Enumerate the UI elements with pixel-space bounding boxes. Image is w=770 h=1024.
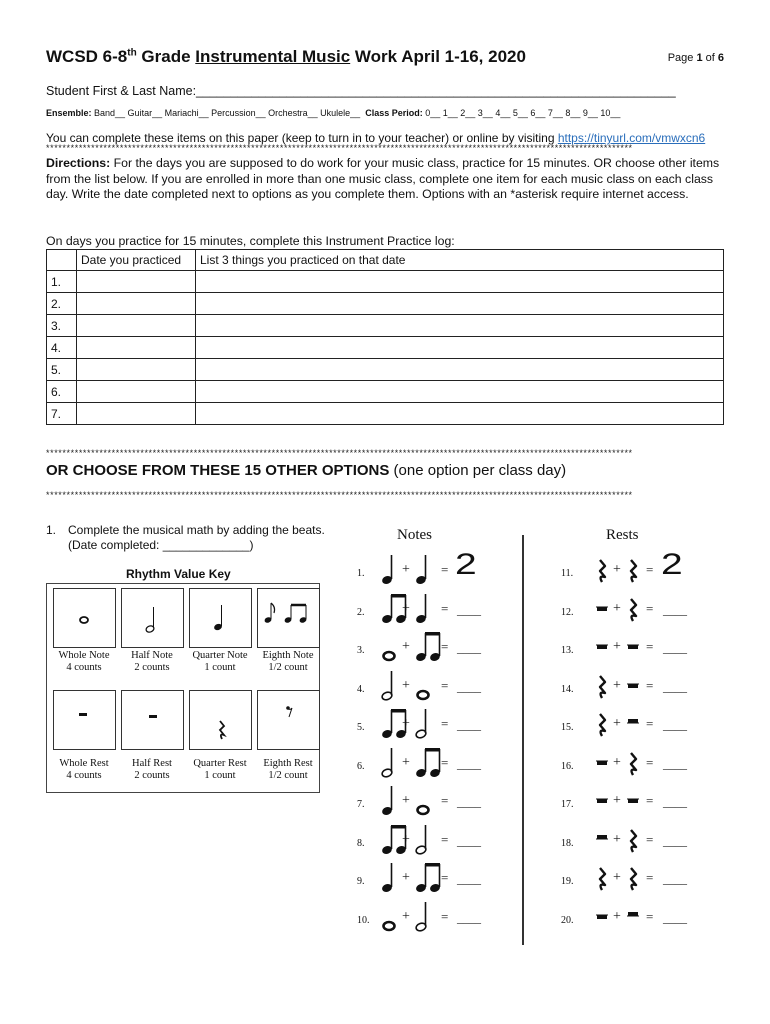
equals-sign: = xyxy=(441,639,449,654)
log-row xyxy=(47,271,724,293)
key-label: Whole Note 4 counts xyxy=(58,650,110,673)
key-label: Eighth Note 1/2 count xyxy=(262,650,314,673)
plus-sign: + xyxy=(402,870,410,885)
problem-number: 7. xyxy=(357,799,365,810)
whole-rest-icon xyxy=(626,783,640,822)
practice-log-intro: On days you practice for 15 minutes, complete this Instrument Practice log: xyxy=(46,234,455,248)
problem-number: 8. xyxy=(357,837,365,849)
equals-sign: = xyxy=(646,908,654,924)
answer-blank[interactable]: ____ xyxy=(457,641,481,655)
log-row-number: 6. xyxy=(47,381,77,403)
log-date-cell[interactable] xyxy=(77,337,196,359)
quarter-rest-icon xyxy=(595,668,609,707)
date-completed-field[interactable]: (Date completed: _____________) xyxy=(68,538,254,552)
plus-sign: + xyxy=(402,716,410,731)
quarter-rest-icon xyxy=(626,552,640,591)
equals-sign: = xyxy=(646,639,654,654)
whole-rest-icon xyxy=(595,899,609,938)
notes-column-title: Notes xyxy=(397,527,432,543)
plus-sign: + xyxy=(402,908,410,924)
problem-number: 16. xyxy=(561,760,574,772)
problem-number: 14. xyxy=(561,683,574,695)
tinyurl-link[interactable]: https://tinyurl.com/vmwxcn6 xyxy=(557,131,706,145)
half-note-icon xyxy=(415,822,431,861)
key-label: Quarter Note 1 count xyxy=(192,650,248,673)
log-row-number: 5. xyxy=(47,359,77,381)
answer-blank[interactable]: ____ xyxy=(663,718,687,732)
log-row xyxy=(47,403,724,425)
log-things-cell[interactable] xyxy=(196,381,724,403)
problem-number: 5. xyxy=(357,722,365,733)
plus-sign: + xyxy=(613,870,621,885)
equals-sign: = xyxy=(441,831,449,847)
answer-blank[interactable]: ____ xyxy=(663,679,687,694)
equals-sign: = xyxy=(441,562,449,577)
ensemble-line[interactable]: Ensemble: Band__ Guitar__ Mariachi__ Percussion__ Orchestra__ Ukulele__ Class Period: 0__ 1__ 2__ 3__ 4__ 5__ 6__ 7__ 8__ 9__ 10__ xyxy=(46,108,621,118)
plus-sign: + xyxy=(402,754,410,770)
answer-blank[interactable]: ____ xyxy=(663,795,687,809)
quarter-rest-icon xyxy=(626,591,640,630)
math-problem xyxy=(357,903,547,933)
half-rest-icon xyxy=(626,899,640,938)
log-things-cell[interactable] xyxy=(196,337,724,359)
plus-sign: + xyxy=(613,677,621,693)
log-row-number: 2. xyxy=(47,293,77,315)
online-instructions: You can complete these items on this paper (keep to turn in to your teacher) or online by visiting https://tinyurl.com/vmwxcn6 xyxy=(46,131,706,145)
quarter-note-icon xyxy=(189,588,252,648)
answer-blank[interactable]: ____ xyxy=(457,872,481,886)
whole-note-icon xyxy=(381,899,397,938)
whole-rest-icon xyxy=(626,629,640,668)
star-divider: *********************************************************************************************************************************************** xyxy=(46,448,633,458)
math-problem xyxy=(561,749,751,779)
answer-blank[interactable]: ____ xyxy=(457,756,481,771)
log-date-cell[interactable] xyxy=(77,381,196,403)
math-problem xyxy=(561,633,751,663)
half-note-icon xyxy=(415,899,431,938)
key-label: Whole Rest 4 counts xyxy=(59,758,109,781)
answer-blank[interactable]: ____ xyxy=(663,641,687,655)
math-problem xyxy=(357,672,547,702)
whole-rest-icon xyxy=(595,591,609,630)
key-label: Quarter Rest 1 count xyxy=(193,758,247,781)
page-number: Page 1 of 6 xyxy=(667,52,724,64)
equals-sign: = xyxy=(646,754,654,770)
plus-sign: + xyxy=(613,600,621,616)
eighth-rest-icon xyxy=(257,690,320,750)
half-note-icon xyxy=(381,668,397,707)
quarter-note-icon xyxy=(381,783,397,822)
problem-number: 2. xyxy=(357,606,365,618)
answer-blank[interactable]: ____ xyxy=(457,910,481,925)
item-1: 1. Complete the musical math by adding the beats. (Date completed: _____________) xyxy=(46,523,325,552)
answer-blank[interactable]: ____ xyxy=(663,910,687,925)
plus-sign: + xyxy=(402,831,410,847)
rhythm-key xyxy=(46,583,320,793)
options-header: OR CHOOSE FROM THESE 15 OTHER OPTIONS (one option per class day) xyxy=(46,462,567,479)
math-problem xyxy=(561,864,751,894)
page-title: WCSD 6-8th Grade Instrumental Music Work April 1-16, 2020 xyxy=(46,47,526,66)
whole-rest-icon xyxy=(595,783,609,822)
log-date-cell[interactable] xyxy=(77,403,196,425)
whole-note-icon xyxy=(415,783,431,822)
answer-blank[interactable]: ____ xyxy=(663,602,687,617)
answer-blank[interactable]: ____ xyxy=(457,679,481,694)
math-problem xyxy=(561,826,751,856)
key-label: Half Rest 2 counts xyxy=(132,758,172,781)
plus-sign: + xyxy=(613,831,621,847)
problem-number: 17. xyxy=(561,799,574,810)
log-date-cell[interactable] xyxy=(77,315,196,337)
quarter-rest-icon xyxy=(595,860,609,899)
half-note-icon xyxy=(381,745,397,784)
problem-number: 12. xyxy=(561,606,574,618)
math-problem xyxy=(357,633,547,663)
math-problem xyxy=(561,903,751,933)
quarter-rest-icon xyxy=(595,552,609,591)
log-row xyxy=(47,381,724,403)
math-problem xyxy=(561,548,751,586)
math-problem xyxy=(357,749,547,779)
answer-blank[interactable]: ____ xyxy=(457,602,481,617)
whole-note-icon xyxy=(415,668,431,707)
problem-number: 20. xyxy=(561,914,574,926)
quarter-note-icon xyxy=(381,860,397,899)
student-name-field[interactable]: Student First & Last Name:_____________________________________________________________________ xyxy=(46,84,676,98)
plus-sign: + xyxy=(402,562,410,577)
problem-number: 1. xyxy=(357,568,365,579)
half-rest-icon xyxy=(595,822,609,861)
math-problem xyxy=(357,595,547,625)
problem-number: 4. xyxy=(357,683,365,695)
plus-sign: + xyxy=(613,716,621,731)
quarter-rest-icon xyxy=(189,690,252,750)
quarter-rest-icon xyxy=(595,706,609,745)
star-divider: *********************************************************************************************************************************************** xyxy=(46,143,633,153)
plus-sign: + xyxy=(613,754,621,770)
directions: Directions: For the days you are supposed to do work for your music class, practice for 15 minutes. OR choose other items from the list below. If you are enrolled in more than one music class, complete one item for each music class on each class day. Write the date completed next to options as you complete them. Options with an *asterisk require internet access. xyxy=(46,156,720,201)
log-things-cell[interactable] xyxy=(196,315,724,337)
problem-number: 13. xyxy=(561,645,574,656)
math-problem xyxy=(357,864,547,894)
problem-number: 18. xyxy=(561,837,574,849)
whole-rest-icon xyxy=(595,629,609,668)
equals-sign: = xyxy=(441,793,449,808)
equals-sign: = xyxy=(646,716,654,731)
equals-sign: = xyxy=(441,716,449,731)
handwritten-answer[interactable]: 2 xyxy=(661,548,683,581)
equals-sign: = xyxy=(646,677,654,693)
answer-blank[interactable]: ____ xyxy=(457,718,481,732)
quarter-rest-icon xyxy=(626,822,640,861)
math-problem xyxy=(561,710,751,740)
equals-sign: = xyxy=(646,600,654,616)
key-label: Half Note 2 counts xyxy=(131,650,173,673)
log-row xyxy=(47,337,724,359)
equals-sign: = xyxy=(646,870,654,885)
key-label: Eighth Rest 1/2 count xyxy=(263,758,313,781)
plus-sign: + xyxy=(613,562,621,577)
equals-sign: = xyxy=(646,793,654,808)
half-note-icon xyxy=(415,706,431,745)
log-row xyxy=(47,359,724,381)
log-date-cell[interactable] xyxy=(77,359,196,381)
problem-number: 6. xyxy=(357,760,365,772)
math-problem xyxy=(561,672,751,702)
quarter-rest-icon xyxy=(626,860,640,899)
log-row-number: 4. xyxy=(47,337,77,359)
whole-rest-icon xyxy=(595,745,609,784)
math-problem xyxy=(357,787,547,817)
star-divider: *********************************************************************************************************************************************** xyxy=(46,490,633,500)
quarter-note-icon xyxy=(415,552,431,591)
equals-sign: = xyxy=(441,600,449,616)
equals-sign: = xyxy=(441,870,449,885)
half-rest-icon xyxy=(626,706,640,745)
problem-number: 19. xyxy=(561,876,574,887)
problem-number: 10. xyxy=(357,914,370,926)
problem-number: 9. xyxy=(357,876,365,887)
equals-sign: = xyxy=(646,562,654,577)
equals-sign: = xyxy=(441,754,449,770)
log-row xyxy=(47,293,724,315)
eighth-note-icon xyxy=(257,588,320,648)
equals-sign: = xyxy=(646,831,654,847)
plus-sign: + xyxy=(613,908,621,924)
whole-note-icon xyxy=(53,588,116,648)
answer-blank[interactable]: ____ xyxy=(457,795,481,809)
equals-sign: = xyxy=(441,677,449,693)
plus-sign: + xyxy=(613,639,621,654)
problem-number: 3. xyxy=(357,645,365,656)
log-date-cell[interactable] xyxy=(77,271,196,293)
log-things-cell[interactable] xyxy=(196,359,724,381)
math-problem xyxy=(357,710,547,740)
log-row-number: 3. xyxy=(47,315,77,337)
rests-column-title: Rests xyxy=(606,527,639,543)
math-problem xyxy=(357,548,547,586)
log-row-number: 7. xyxy=(47,403,77,425)
math-problem xyxy=(561,787,751,817)
plus-sign: + xyxy=(402,600,410,616)
log-row-number: 1. xyxy=(47,271,77,293)
log-header-things: List 3 things you practiced on that date xyxy=(196,250,724,271)
log-things-cell[interactable] xyxy=(196,271,724,293)
log-things-cell[interactable] xyxy=(196,403,724,425)
quarter-note-icon xyxy=(381,552,397,591)
math-problem xyxy=(357,826,547,856)
practice-log-table xyxy=(46,249,724,425)
equals-sign: = xyxy=(441,908,449,924)
half-note-icon xyxy=(121,588,184,648)
answer-blank[interactable]: ____ xyxy=(457,833,481,848)
quarter-note-icon xyxy=(415,591,431,630)
answer-blank[interactable]: ____ xyxy=(663,872,687,886)
answer-blank[interactable]: ____ xyxy=(663,756,687,771)
plus-sign: + xyxy=(402,639,410,654)
whole-rest-icon xyxy=(53,690,116,750)
log-things-cell[interactable] xyxy=(196,293,724,315)
math-problem xyxy=(561,595,751,625)
log-header-date: Date you practiced xyxy=(77,250,196,271)
log-row xyxy=(47,315,724,337)
whole-rest-icon xyxy=(626,668,640,707)
whole-note-icon xyxy=(381,629,397,668)
log-date-cell[interactable] xyxy=(77,293,196,315)
quarter-rest-icon xyxy=(626,745,640,784)
problem-number: 11. xyxy=(561,568,574,579)
answer-blank[interactable]: ____ xyxy=(663,833,687,848)
handwritten-answer[interactable]: 2 xyxy=(455,548,477,581)
rhythm-key-title: Rhythm Value Key xyxy=(126,567,231,581)
half-rest-icon xyxy=(121,690,184,750)
plus-sign: + xyxy=(402,677,410,693)
log-header-blank xyxy=(47,250,77,271)
problem-number: 15. xyxy=(561,722,574,733)
plus-sign: + xyxy=(402,793,410,808)
plus-sign: + xyxy=(613,793,621,808)
